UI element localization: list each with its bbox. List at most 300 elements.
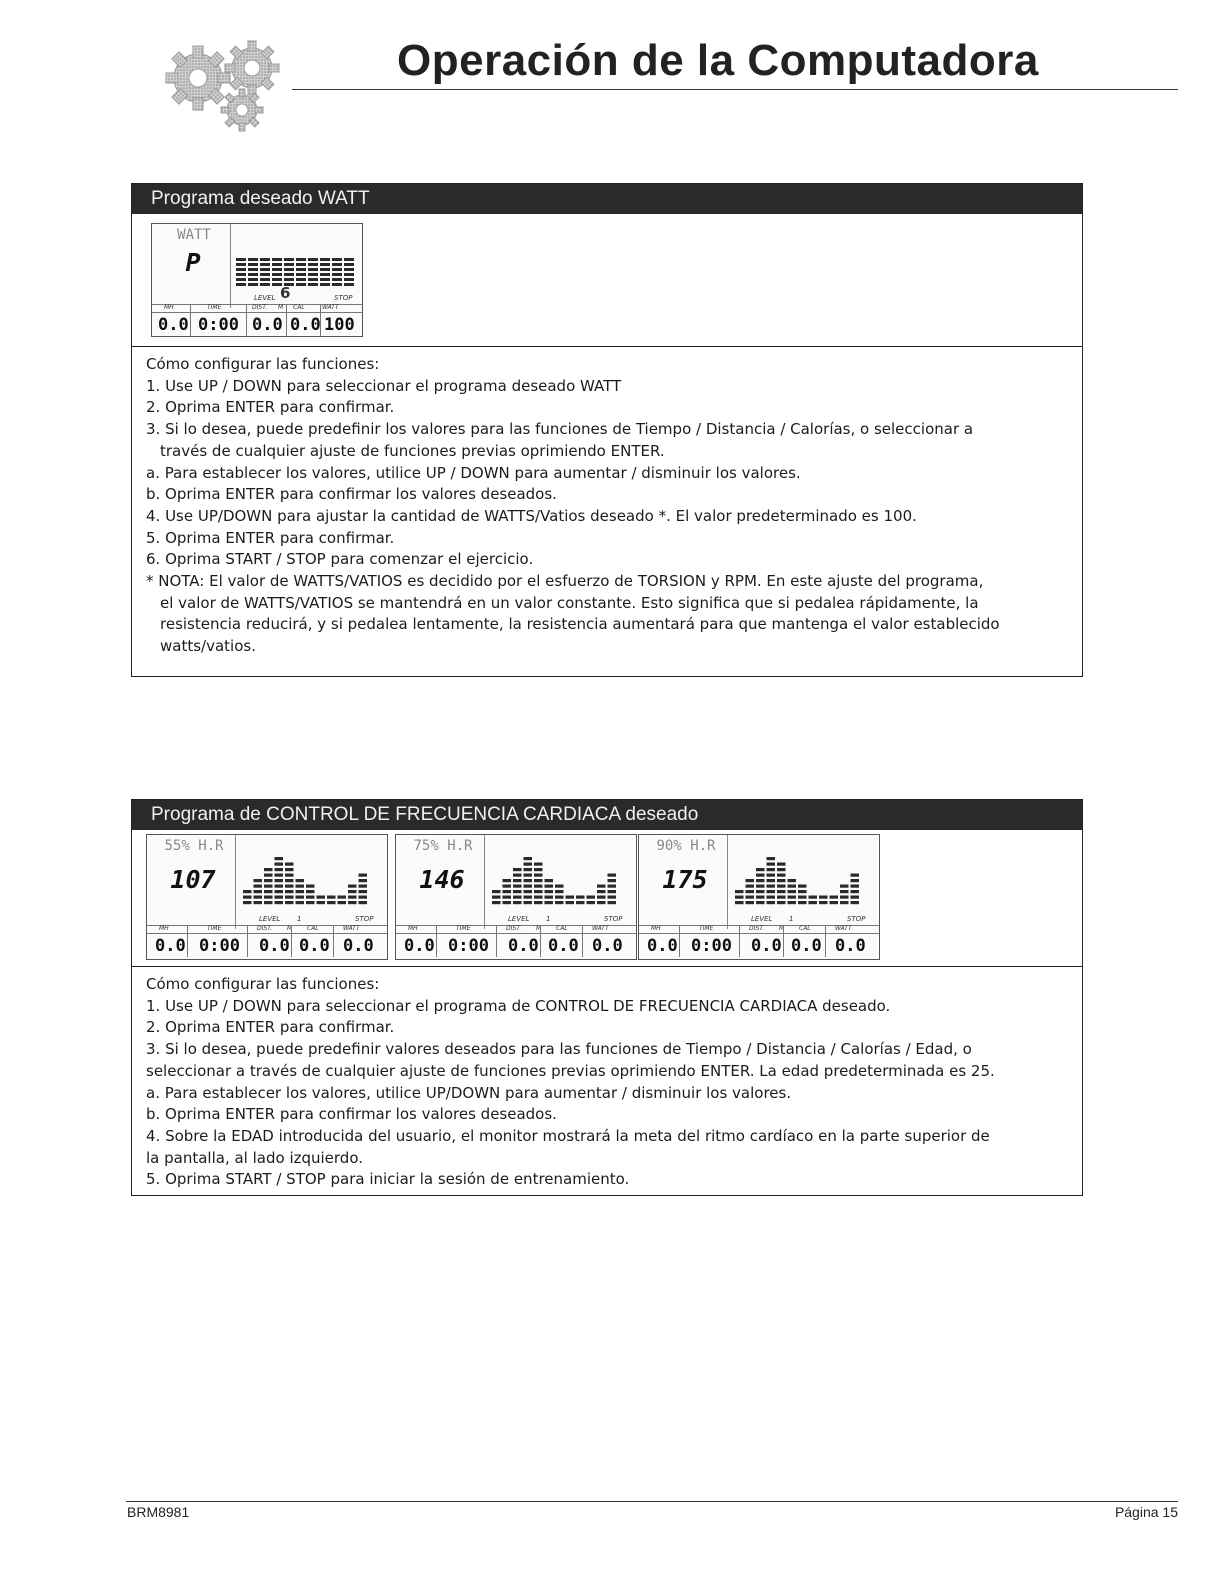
lcd-segment <box>767 885 776 888</box>
lcd-target-heart-rate: 146 <box>419 865 465 894</box>
lcd-segment <box>767 863 776 866</box>
lcd-segment <box>275 874 284 877</box>
instruction-line: seleccionar a través de cualquier ajuste de funciones previas oprimiendo ENTER. La edad predeterminada es 25. <box>146 1061 995 1080</box>
lcd-segment <box>348 901 357 904</box>
lcd-segment <box>320 258 330 261</box>
lcd-segment <box>275 901 284 904</box>
lcd-segment <box>264 874 273 877</box>
lcd-level-label: LEVEL <box>259 915 281 923</box>
hr-control-section <box>131 799 1083 1196</box>
lcd-mode-label: 90% H.R <box>656 838 716 854</box>
lcd-segment <box>503 890 512 893</box>
lcd-segment <box>344 278 354 281</box>
hr-display-area <box>132 830 1082 967</box>
lcd-segment <box>492 896 501 899</box>
lcd-profile-bars <box>733 845 863 909</box>
lcd-stop-label: STOP <box>355 915 374 923</box>
lcd-segment <box>243 890 252 893</box>
lcd-segment <box>788 901 797 904</box>
instruction-line: a. Para establecer los valores, utilice UP/DOWN para aumentar / disminuir los valores. <box>146 1083 792 1102</box>
lcd-value-speed: 0.0 <box>404 936 435 956</box>
hr-lcd-display <box>395 834 637 960</box>
lcd-segment <box>503 885 512 888</box>
lcd-segment <box>735 890 744 893</box>
lcd-segment <box>534 901 543 904</box>
instruction-line: resistencia reducirá, y si pedalea lentamente, la resistencia aumentará para que mantenga el valor establecido <box>160 615 1000 634</box>
lcd-segment <box>359 890 368 893</box>
lcd-segment <box>254 879 263 882</box>
instruction-line: 2. Oprima ENTER para confirmar. <box>146 398 395 417</box>
lcd-segment <box>264 868 273 871</box>
lcd-segment <box>851 874 860 877</box>
lcd-segment <box>296 258 306 261</box>
lcd-segment <box>756 901 765 904</box>
lcd-segment <box>608 896 617 899</box>
lcd-segment <box>296 263 306 266</box>
lcd-segment <box>534 874 543 877</box>
lcd-segment <box>840 896 849 899</box>
lcd-label-m: M <box>779 925 785 932</box>
lcd-segment <box>296 879 305 882</box>
lcd-segment <box>248 273 258 276</box>
lcd-segment <box>359 879 368 882</box>
lcd-segment <box>236 278 246 281</box>
lcd-segment <box>236 268 246 271</box>
lcd-segment <box>608 885 617 888</box>
lcd-segment <box>308 263 318 266</box>
lcd-label-dist: DIST. <box>257 925 273 932</box>
lcd-value-calories: 0.0 <box>548 936 579 956</box>
lcd-level-value: 1 <box>546 915 551 923</box>
lcd-segment <box>555 885 564 888</box>
lcd-label-mh: MH <box>651 925 661 932</box>
lcd-segment <box>788 879 797 882</box>
lcd-segment <box>260 278 270 281</box>
lcd-segment <box>254 901 263 904</box>
lcd-segment <box>767 896 776 899</box>
lcd-segment <box>492 901 501 904</box>
instruction-line: 2. Oprima ENTER para confirmar. <box>146 1018 395 1037</box>
lcd-segment <box>344 263 354 266</box>
lcd-segment <box>503 896 512 899</box>
lcd-level-value: 6 <box>280 284 291 302</box>
lcd-segment <box>248 258 258 261</box>
lcd-segment <box>285 890 294 893</box>
lcd-label-dist: DIST. <box>252 304 268 311</box>
hr-instructions <box>132 967 1082 1191</box>
lcd-segment <box>524 874 533 877</box>
lcd-label-mh: MH <box>164 304 174 311</box>
lcd-segment <box>492 890 501 893</box>
lcd-segment <box>320 263 330 266</box>
hr-section-heading: Programa de CONTROL DE FRECUENCIA CARDIACA deseado <box>132 800 1082 830</box>
lcd-segment <box>264 890 273 893</box>
lcd-mode-label: 55% H.R <box>164 838 224 854</box>
lcd-value-time: 0:00 <box>448 936 489 956</box>
lcd-segment <box>308 283 318 286</box>
lcd-segment <box>338 901 347 904</box>
lcd-segment <box>840 901 849 904</box>
lcd-segment <box>332 283 342 286</box>
watt-program-section <box>131 183 1083 677</box>
lcd-segment <box>260 273 270 276</box>
lcd-value-watt: 100 <box>324 315 355 335</box>
lcd-segment <box>284 263 294 266</box>
lcd-segment <box>777 879 786 882</box>
lcd-segment <box>306 896 315 899</box>
lcd-segment <box>566 896 575 899</box>
lcd-segment <box>254 896 263 899</box>
lcd-segment <box>767 874 776 877</box>
lcd-segment <box>306 885 315 888</box>
lcd-stop-label: STOP <box>847 915 866 923</box>
lcd-segment <box>248 268 258 271</box>
lcd-segment <box>285 874 294 877</box>
lcd-value-speed: 0.0 <box>155 936 186 956</box>
lcd-segment <box>576 896 585 899</box>
lcd-label-m: M <box>278 304 284 311</box>
lcd-segment <box>284 273 294 276</box>
lcd-segment <box>236 283 246 286</box>
lcd-segment <box>524 868 533 871</box>
footer-page-number: Página 15 <box>1114 1504 1178 1520</box>
lcd-program-letter: P <box>185 248 201 277</box>
instruction-line: través de cualquier ajuste de funciones previas oprimiendo ENTER. <box>160 441 665 460</box>
lcd-label-m: M <box>536 925 542 932</box>
lcd-segment <box>296 901 305 904</box>
lcd-segment <box>735 896 744 899</box>
lcd-segment <box>248 278 258 281</box>
lcd-segment <box>798 901 807 904</box>
lcd-segment <box>555 896 564 899</box>
lcd-segment <box>285 868 294 871</box>
lcd-segment <box>248 263 258 266</box>
instruction-line: 6. Oprima START / STOP para comenzar el ejercicio. <box>146 550 534 569</box>
lcd-segment <box>597 885 606 888</box>
lcd-segment <box>534 885 543 888</box>
lcd-segment <box>777 885 786 888</box>
lcd-segment <box>534 863 543 866</box>
lcd-segment <box>597 896 606 899</box>
lcd-label-time: TIME <box>207 925 222 932</box>
lcd-segment <box>320 278 330 281</box>
instruction-line: la pantalla, al lado izquierdo. <box>146 1148 364 1167</box>
lcd-label-cal: CAL <box>307 925 319 932</box>
hr-lcd-display <box>638 834 880 960</box>
lcd-segment <box>746 885 755 888</box>
instruction-line: el valor de WATTS/VATIOS se mantendrá en un valor constante. Esto significa que si pedalea rápidamente, la <box>160 593 979 612</box>
lcd-segment <box>545 896 554 899</box>
lcd-segment <box>264 879 273 882</box>
lcd-segment <box>777 890 786 893</box>
lcd-segment <box>555 901 564 904</box>
lcd-segment <box>243 896 252 899</box>
lcd-label-m: M <box>287 925 293 932</box>
title-underline <box>292 89 1178 90</box>
lcd-stop-label: STOP <box>334 294 353 302</box>
lcd-segment <box>767 857 776 860</box>
lcd-segment <box>332 273 342 276</box>
lcd-label-cal: CAL <box>799 925 811 932</box>
lcd-segment <box>524 901 533 904</box>
lcd-target-heart-rate: 107 <box>170 865 216 894</box>
lcd-segment <box>296 278 306 281</box>
lcd-segment <box>576 901 585 904</box>
instruction-line: Cómo configurar las funciones: <box>146 355 380 373</box>
lcd-segment <box>545 901 554 904</box>
lcd-segment <box>317 896 326 899</box>
lcd-segment <box>513 885 522 888</box>
instruction-line: 4. Sobre la EDAD introducida del usuario, el monitor mostrará la meta del ritmo cardíaco en la parte superior de <box>146 1126 990 1145</box>
lcd-segment <box>317 901 326 904</box>
lcd-segment <box>798 896 807 899</box>
lcd-segment <box>545 885 554 888</box>
lcd-label-mh: MH <box>159 925 169 932</box>
lcd-segment <box>296 273 306 276</box>
lcd-segment <box>513 890 522 893</box>
instruction-line: Cómo configurar las funciones: <box>146 975 380 993</box>
lcd-segment <box>254 890 263 893</box>
lcd-segment <box>332 278 342 281</box>
lcd-value-distance: 0.0 <box>259 936 290 956</box>
lcd-segment <box>587 901 596 904</box>
instruction-line: 5. Oprima ENTER para confirmar. <box>146 528 395 547</box>
lcd-value-calories: 0.0 <box>791 936 822 956</box>
lcd-segment <box>513 868 522 871</box>
lcd-segment <box>545 879 554 882</box>
lcd-segment <box>275 857 284 860</box>
lcd-level-value: 1 <box>297 915 302 923</box>
lcd-segment <box>285 879 294 882</box>
lcd-segment <box>777 896 786 899</box>
lcd-segment <box>597 901 606 904</box>
lcd-segment <box>275 863 284 866</box>
instruction-line: b. Oprima ENTER para confirmar los valores deseados. <box>146 1105 557 1124</box>
lcd-segment <box>284 258 294 261</box>
lcd-segment <box>332 258 342 261</box>
lcd-segment <box>359 901 368 904</box>
lcd-segment <box>236 263 246 266</box>
lcd-segment <box>555 890 564 893</box>
lcd-segment <box>597 890 606 893</box>
lcd-segment <box>320 273 330 276</box>
lcd-segment <box>777 901 786 904</box>
lcd-segment <box>327 901 336 904</box>
lcd-segment <box>236 273 246 276</box>
lcd-value-speed: 0.0 <box>647 936 678 956</box>
lcd-segment <box>285 901 294 904</box>
lcd-segment <box>272 268 282 271</box>
lcd-segment <box>840 885 849 888</box>
lcd-segment <box>777 868 786 871</box>
page-title: Operación de la Computadora <box>397 36 1039 85</box>
lcd-segment <box>756 885 765 888</box>
lcd-segment <box>788 885 797 888</box>
lcd-label-dist: DIST. <box>506 925 522 932</box>
watt-instructions <box>132 347 1082 658</box>
watt-section-heading: Programa deseado WATT <box>132 184 1082 214</box>
lcd-segment <box>272 263 282 266</box>
lcd-segment <box>756 890 765 893</box>
lcd-label-dist: DIST. <box>749 925 765 932</box>
lcd-value-time: 0:00 <box>198 315 239 335</box>
lcd-label-cal: CAL <box>293 304 305 311</box>
lcd-segment <box>272 273 282 276</box>
lcd-segment <box>608 901 617 904</box>
lcd-segment <box>503 901 512 904</box>
lcd-segment <box>503 879 512 882</box>
lcd-target-heart-rate: 175 <box>662 865 708 894</box>
lcd-segment <box>296 896 305 899</box>
lcd-segment <box>338 896 347 899</box>
lcd-segment <box>534 868 543 871</box>
lcd-value-watt: 0.0 <box>592 936 623 956</box>
lcd-value-watt: 0.0 <box>343 936 374 956</box>
footer-model-number: BRM8981 <box>127 1504 190 1520</box>
instruction-line: watts/vatios. <box>160 637 256 656</box>
lcd-segment <box>524 879 533 882</box>
lcd-value-speed: 0.0 <box>158 315 189 335</box>
lcd-value-distance: 0.0 <box>508 936 539 956</box>
lcd-segment <box>809 901 818 904</box>
lcd-segment <box>819 896 828 899</box>
lcd-segment <box>308 258 318 261</box>
watt-display-area <box>132 214 1082 347</box>
lcd-level-label: LEVEL <box>751 915 773 923</box>
instruction-line: 1. Use UP / DOWN para seleccionar el programa deseado WATT <box>146 376 622 395</box>
lcd-value-time: 0:00 <box>199 936 240 956</box>
lcd-segment <box>296 885 305 888</box>
lcd-segment <box>513 896 522 899</box>
lcd-segment <box>840 890 849 893</box>
gears-logo-icon <box>160 28 290 148</box>
hr-lcd-display <box>146 834 388 960</box>
lcd-segment <box>513 879 522 882</box>
lcd-segment <box>272 258 282 261</box>
lcd-value-watt: 0.0 <box>835 936 866 956</box>
lcd-segment <box>308 268 318 271</box>
lcd-label-time: TIME <box>207 304 222 311</box>
lcd-segment <box>798 890 807 893</box>
lcd-segment <box>524 885 533 888</box>
lcd-stop-label: STOP <box>604 915 623 923</box>
lcd-level-bars <box>234 236 358 292</box>
instruction-line: * NOTA: El valor de WATTS/VATIOS es decidido por el esfuerzo de TORSION y RPM. En este ajuste del programa, <box>146 572 984 591</box>
lcd-segment <box>746 879 755 882</box>
lcd-profile-bars <box>241 845 371 909</box>
lcd-segment <box>767 890 776 893</box>
lcd-segment <box>746 890 755 893</box>
lcd-segment <box>851 890 860 893</box>
lcd-segment <box>272 278 282 281</box>
instruction-line: 3. Si lo desea, puede predefinir valores deseados para las funciones de Tiempo / Distancia / Calorías / Edad, o <box>146 1040 972 1059</box>
lcd-segment <box>756 896 765 899</box>
lcd-segment <box>306 890 315 893</box>
lcd-label-watt: WATT <box>322 304 339 311</box>
lcd-segment <box>545 890 554 893</box>
lcd-segment <box>348 890 357 893</box>
lcd-segment <box>830 901 839 904</box>
lcd-segment <box>260 268 270 271</box>
lcd-segment <box>296 283 306 286</box>
lcd-label-time: TIME <box>699 925 714 932</box>
lcd-segment <box>320 268 330 271</box>
lcd-label-watt: WATT <box>592 925 609 932</box>
lcd-segment <box>767 868 776 871</box>
lcd-segment <box>756 874 765 877</box>
lcd-segment <box>608 874 617 877</box>
lcd-segment <box>308 273 318 276</box>
lcd-segment <box>320 283 330 286</box>
lcd-segment <box>534 890 543 893</box>
lcd-segment <box>306 901 315 904</box>
lcd-segment <box>359 896 368 899</box>
lcd-mode-label: 75% H.R <box>413 838 473 854</box>
lcd-segment <box>344 283 354 286</box>
lcd-segment <box>798 885 807 888</box>
lcd-segment <box>296 268 306 271</box>
lcd-segment <box>327 896 336 899</box>
lcd-segment <box>756 868 765 871</box>
lcd-segment <box>275 868 284 871</box>
lcd-level-label: LEVEL <box>254 294 276 302</box>
lcd-value-calories: 0.0 <box>290 315 321 335</box>
lcd-segment <box>344 273 354 276</box>
lcd-segment <box>566 901 575 904</box>
lcd-segment <box>285 863 294 866</box>
lcd-segment <box>851 885 860 888</box>
lcd-segment <box>284 268 294 271</box>
lcd-segment <box>264 885 273 888</box>
lcd-segment <box>524 896 533 899</box>
lcd-segment <box>587 896 596 899</box>
lcd-segment <box>332 263 342 266</box>
instruction-line: b. Oprima ENTER para confirmar los valores deseados. <box>146 485 557 504</box>
lcd-segment <box>260 258 270 261</box>
lcd-mode-label: WATT <box>177 227 211 243</box>
instruction-line: 4. Use UP/DOWN para ajustar la cantidad de WATTS/Vatios deseado *. El valor predeterminado es 100. <box>146 506 917 525</box>
lcd-segment <box>767 901 776 904</box>
lcd-level-label: LEVEL <box>508 915 530 923</box>
lcd-label-mh: MH <box>408 925 418 932</box>
watt-lcd-display <box>151 223 363 337</box>
lcd-segment <box>264 896 273 899</box>
lcd-segment <box>344 268 354 271</box>
lcd-segment <box>524 863 533 866</box>
lcd-value-distance: 0.0 <box>751 936 782 956</box>
lcd-segment <box>275 885 284 888</box>
lcd-segment <box>851 879 860 882</box>
lcd-segment <box>767 879 776 882</box>
instruction-line: 5. Oprima START / STOP para iniciar la sesión de entrenamiento. <box>146 1170 630 1189</box>
lcd-segment <box>851 896 860 899</box>
lcd-value-calories: 0.0 <box>299 936 330 956</box>
lcd-segment <box>359 874 368 877</box>
lcd-segment <box>735 901 744 904</box>
lcd-segment <box>746 896 755 899</box>
lcd-segment <box>260 283 270 286</box>
lcd-segment <box>308 278 318 281</box>
footer-rule <box>126 1501 1178 1502</box>
lcd-segment <box>608 890 617 893</box>
lcd-segment <box>809 896 818 899</box>
lcd-segment <box>756 879 765 882</box>
instruction-line: 1. Use UP / DOWN para seleccionar el programa de CONTROL DE FRECUENCIA CARDIACA deseado. <box>146 996 891 1015</box>
lcd-segment <box>236 258 246 261</box>
lcd-segment <box>513 874 522 877</box>
lcd-level-value: 1 <box>789 915 794 923</box>
lcd-segment <box>359 885 368 888</box>
